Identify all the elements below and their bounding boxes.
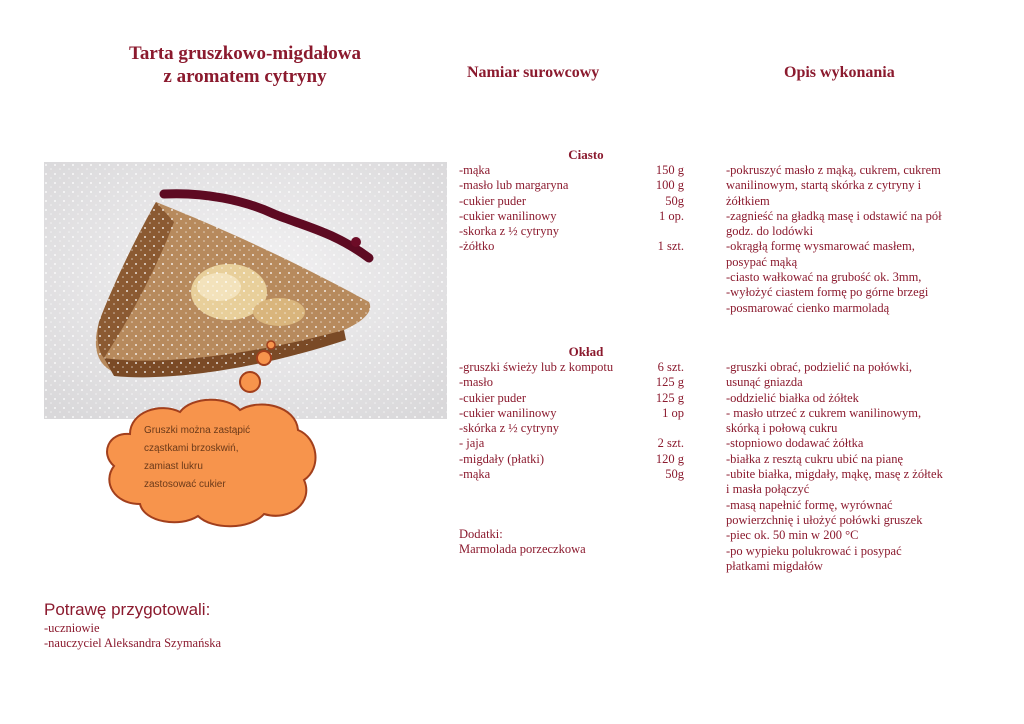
ingredient-qty: 1 szt. [657, 239, 684, 254]
ingredient-row [459, 391, 684, 406]
step-line: -posmarować cienko marmoladą [726, 300, 890, 315]
step-line: -masą napełnić formę, wyrównać [726, 497, 893, 512]
ingredient-row [459, 194, 684, 209]
step-line: -ubite białka, migdały, mąkę, masę z żółtek [726, 467, 943, 482]
ingredient-row [459, 467, 684, 482]
ingredients-ciasto [459, 163, 684, 255]
tart-photo [44, 162, 447, 419]
ingredient-qty: 100 g [655, 178, 684, 193]
recipe-title [60, 42, 430, 88]
additions-label: Dodatki: [459, 527, 503, 541]
tip-line: Gruszki można zastąpić [144, 425, 251, 436]
ingredient-qty: 120 g [655, 451, 684, 466]
ingredient-name: -skorka z ½ cytryny [459, 224, 559, 239]
ingredient-name: -cukier wanilinowy [459, 405, 557, 420]
ingredient-name: -cukier puder [459, 193, 526, 208]
ingredient-qty: 50g [665, 467, 684, 482]
tip-line: zamiast lukru [144, 461, 203, 472]
ingredient-qty: 6 szt. [657, 360, 684, 374]
step-line: -zagnieść na gładką masę i odstawić na pół [726, 208, 942, 223]
prepared-by-person: -nauczyciel Aleksandra Szymańska [44, 636, 222, 651]
step-line: -piec ok. 50 min w 200 °C [726, 528, 859, 543]
steps-oklad [726, 360, 991, 574]
step-line: żółtkiem [726, 193, 770, 208]
ingredients-header: Namiar surowcowy [467, 64, 600, 81]
ingredient-row [459, 406, 684, 421]
ingredient-name: -cukier puder [459, 390, 526, 405]
tart-illustration [44, 162, 447, 419]
section-heading-oklad: Okład [568, 344, 604, 359]
tip-text [144, 422, 284, 494]
step-line: - masło utrzeć z cukrem wanilinowym, [726, 405, 922, 420]
ingredient-name: -gruszki świeży lub z kompotu [459, 360, 614, 374]
additions [459, 527, 586, 558]
step-line: powierzchnię i ułożyć połówki gruszek [726, 512, 923, 527]
step-line: i masła połączyć [726, 482, 810, 497]
ingredient-name: -masło lub margaryna [459, 178, 569, 193]
prepared-by-person: -uczniowie [44, 621, 100, 635]
section-heading-ciasto: Ciasto [568, 147, 604, 162]
ingredient-row [459, 452, 684, 467]
ingredient-qty: 1 op. [659, 208, 684, 223]
ingredient-qty: 1 op [662, 405, 684, 420]
ingredient-row [459, 209, 684, 224]
ingredient-name: -migdały (płatki) [459, 451, 545, 466]
ingredient-row [459, 178, 684, 193]
step-line: -pokruszyć masło z mąką, cukrem, cukrem [726, 163, 941, 177]
step-line: usunąć gniazda [726, 375, 803, 390]
ingredient-row [459, 163, 684, 178]
step-line: -białka z resztą cukru ubić na pianę [726, 451, 903, 466]
ingredient-name: -cukier wanilinowy [459, 208, 557, 223]
ingredient-name: -żółtko [459, 239, 495, 254]
ingredient-row [459, 436, 684, 451]
method-header: Opis wykonania [784, 64, 895, 81]
ingredient-qty: 125 g [655, 375, 684, 390]
steps-ciasto [726, 163, 991, 316]
ingredient-name: -mąka [459, 467, 491, 482]
step-line: -wyłożyć ciastem formę po górne brzegi [726, 285, 929, 300]
prepared-by-list [44, 621, 221, 652]
ingredient-row [459, 375, 684, 390]
ingredient-name: -mąka [459, 163, 491, 177]
ingredient-row [459, 224, 684, 239]
tip-line: cząstkami brzoskwiń, [144, 443, 239, 454]
step-line: -stopniowo dodawać żółtka [726, 436, 864, 451]
step-line: -ciasto wałkować na grubość ok. 3mm, [726, 270, 922, 285]
ingredient-qty: 50g [665, 193, 684, 208]
ingredient-row [459, 239, 684, 254]
step-line: wanilinowym, startą skórka z cytryny i [726, 178, 922, 193]
ingredients-oklad [459, 360, 684, 482]
tip-line: zastosować cukier [144, 479, 226, 490]
step-line: -okrągłą formę wysmarować masłem, [726, 239, 915, 254]
ingredient-row [459, 421, 684, 436]
step-line: skórką i połową cukru [726, 421, 838, 436]
ingredient-name: -masło [459, 375, 494, 390]
step-line: -po wypieku polukrować i posypać [726, 543, 902, 558]
recipe-title-line1: Tarta gruszkowo-migdałowa [128, 43, 362, 64]
step-line: -oddzielić białka od żółtek [726, 390, 859, 405]
step-line: płatkami migdałów [726, 558, 823, 573]
additions-item: Marmolada porzeczkowa [459, 542, 586, 557]
ingredient-name: - jaja [459, 436, 485, 451]
step-line: godz. do lodówki [726, 224, 814, 239]
ingredient-qty: 2 szt. [657, 436, 684, 451]
ingredient-qty: 125 g [655, 390, 684, 405]
prepared-by-title: Potrawę przygotowali: [44, 600, 211, 619]
ingredient-name: -skórka z ½ cytryny [459, 421, 559, 436]
recipe-title-line2: z aromatem cytryny [163, 66, 327, 87]
step-line: -gruszki obrać, podzielić na połówki, [726, 360, 913, 374]
ingredient-qty: 150 g [655, 163, 684, 177]
step-line: posypać mąką [726, 254, 798, 269]
ingredient-row [459, 360, 684, 375]
